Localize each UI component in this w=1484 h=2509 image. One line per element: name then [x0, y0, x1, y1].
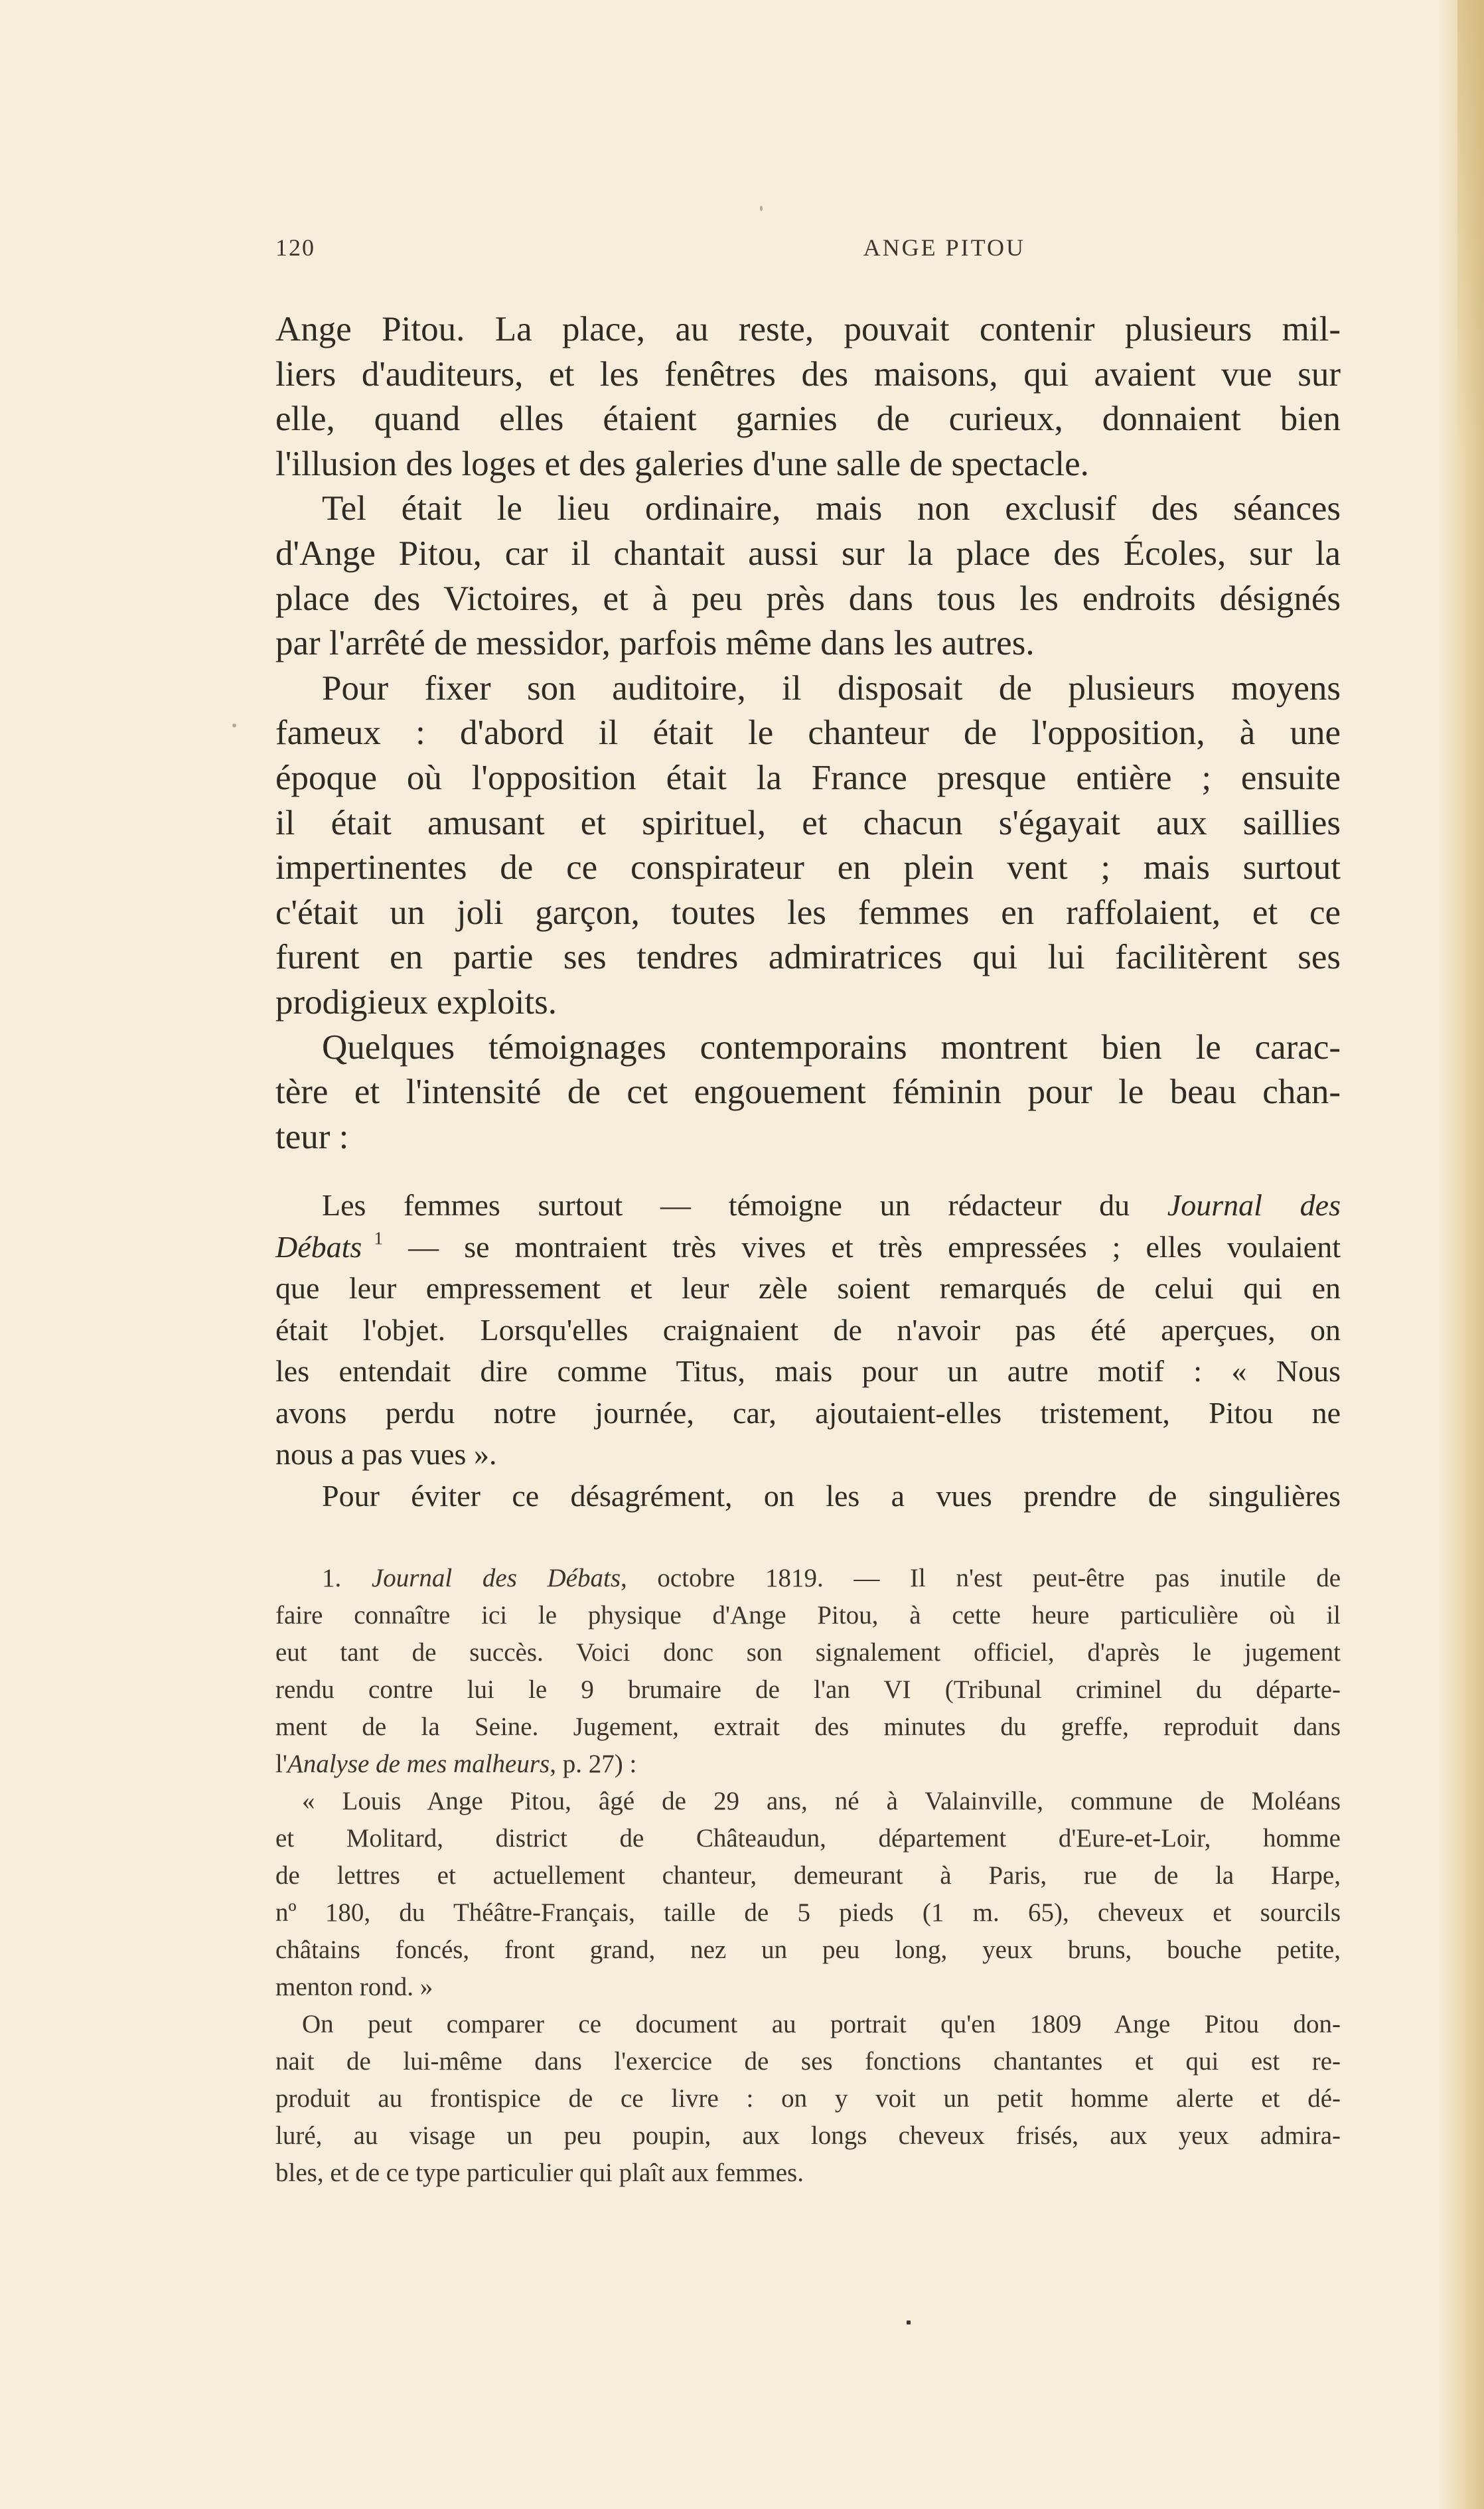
- footnote-reference[interactable]: 1: [374, 1227, 384, 1249]
- text-line: Pour fixer son auditoire, il disposait de plusieurs moyens: [322, 668, 1341, 708]
- source-title: Journal des Débats: [371, 1564, 621, 1592]
- text-line: menton rond. »: [275, 1973, 433, 2001]
- text-line: que leur empressement et leur zèle soient remarqués de celui qui en: [275, 1271, 1341, 1305]
- footnotes: [275, 1560, 1341, 2192]
- paper-speck: [232, 723, 236, 727]
- text-line: était l'objet. Lorsqu'elles craignaient de n'avoir pas été aperçues, on: [275, 1312, 1341, 1347]
- paragraph: [275, 307, 1341, 487]
- footnote-quote: [275, 1783, 1341, 2006]
- text-run: , octobre 1819. — Il n'est peut-être pas inutile de: [621, 1564, 1341, 1592]
- text-line: fameux : d'abord il était le chanteur de l'opposition, à une: [275, 714, 1341, 753]
- text-line: par l'arrêté de messidor, parfois même dans les autres.: [275, 624, 1035, 663]
- page-edge-stain: [1457, 0, 1484, 465]
- text-run: , p. 27) :: [550, 1750, 637, 1778]
- text-line: teur :: [275, 1117, 349, 1156]
- text-line: produit au frontispice de ce livre : on y voit un petit homme alerte et dé-: [275, 2084, 1341, 2113]
- paper-speck: [760, 206, 763, 211]
- text-line: nait de lui-même dans l'exercice de ses fonctions chantantes et qui est re-: [275, 2047, 1341, 2076]
- journal-title: Débats: [275, 1229, 362, 1264]
- text-line: luré, au visage un peu poupin, aux longs cheveux frisés, aux yeux admira-: [275, 2121, 1341, 2150]
- text-line: place des Victoires, et à peu près dans tous les endroits désignés: [275, 579, 1341, 618]
- running-head: [275, 234, 1341, 267]
- text-line: Quelques témoignages contemporains montrent bien le carac-: [322, 1027, 1341, 1067]
- text-line: et Molitard, district de Châteaudun, département d'Eure-et-Loir, homme: [275, 1824, 1341, 1853]
- quote-paragraph: [275, 1185, 1341, 1476]
- text-line: avons perdu notre journée, car, ajoutaient-elles tristement, Pitou ne: [275, 1395, 1341, 1430]
- text-line: elle, quand elles étaient garnies de curieux, donnaient bien: [275, 400, 1341, 439]
- text-line: ment de la Seine. Jugement, extrait des minutes du greffe, reproduit dans: [275, 1712, 1341, 1741]
- quote-paragraph: [275, 1476, 1341, 1517]
- text-run: l': [275, 1750, 287, 1778]
- text-line: l'illusion des loges et des galeries d'une salle de spectacle.: [275, 444, 1089, 483]
- text-line: Ange Pitou. La place, au reste, pouvait contenir plusieurs mil-: [275, 310, 1341, 348]
- text-line: [275, 1560, 1341, 1597]
- printer-mark: [907, 2320, 911, 2324]
- footnote: [275, 1560, 1341, 1783]
- text-line: nous a pas vues ».: [275, 1437, 497, 1471]
- text-line: il était amusant et spirituel, et chacun s'égayait aux saillies: [275, 803, 1341, 842]
- text-line: rendu contre lui le 9 brumaire de l'an VI (Tribunal criminel du départe-: [275, 1675, 1341, 1704]
- body-text: [275, 307, 1341, 1160]
- source-title: Analyse de mes malheurs: [287, 1750, 550, 1778]
- text-line: faire connaître ici le physique d'Ange Pitou, à cette heure particulière où il: [275, 1601, 1341, 1630]
- text-line: liers d'auditeurs, et les fenêtres des maisons, qui avaient vue sur: [275, 354, 1341, 394]
- text-line: eut tant de succès. Voici donc son signalement officiel, d'après le jugement: [275, 1638, 1341, 1667]
- text-line: de lettres et actuellement chanteur, demeurant à Paris, rue de la Harpe,: [275, 1861, 1341, 1890]
- text-line: époque où l'opposition était la France presque entière ; ensuite: [275, 758, 1341, 797]
- block-quote: [275, 1185, 1341, 1517]
- text-line: « Louis Ange Pitou, âgé de 29 ans, né à Valainville, commune de Moléans: [302, 1787, 1341, 1815]
- text-line: Pour éviter ce désagrément, on les a vues prendre de singulières: [322, 1478, 1341, 1513]
- text-run: — se montraient très vives et très empressées ; elles voulaient: [383, 1229, 1341, 1264]
- text-line: les entendait dire comme Titus, mais pour un autre motif : « Nous: [275, 1354, 1341, 1388]
- text-line: On peut comparer ce document au portrait qu'en 1809 Ange Pitou don-: [302, 2010, 1341, 2038]
- text-line: c'était un joli garçon, toutes les femmes en raffolaient, et ce: [275, 893, 1341, 932]
- text-line: tère et l'intensité de cet engouement féminin pour le beau chan-: [275, 1073, 1341, 1112]
- footnote-paragraph: [275, 2006, 1341, 2192]
- running-title: ANGE PITOU: [863, 234, 1025, 261]
- text-run: Les femmes surtout — témoigne un rédacteur du: [322, 1188, 1167, 1222]
- text-line: d'Ange Pitou, car il chantait aussi sur la place des Écoles, sur la: [275, 534, 1341, 573]
- text-line: impertinentes de ce conspirateur en plein vent ; mais surtout: [275, 848, 1341, 887]
- paragraph: [275, 666, 1341, 1026]
- text-line: bles, et de ce type particulier qui plaît aux femmes.: [275, 2159, 804, 2187]
- text-line: nº 180, du Théâtre-Français, taille de 5 pieds (1 m. 65), cheveux et sourcils: [275, 1898, 1341, 1927]
- page-number: 120: [275, 234, 315, 261]
- text-line: [275, 1185, 1341, 1227]
- footnote-number: 1.: [322, 1564, 342, 1592]
- text-line: Tel était le lieu ordinaire, mais non exclusif des séances: [322, 489, 1341, 528]
- paragraph: [275, 1026, 1341, 1160]
- paragraph: [275, 487, 1341, 666]
- text-line: [275, 1227, 1341, 1268]
- text-line: prodigieux exploits.: [275, 982, 557, 1022]
- text-line: [275, 1746, 1341, 1783]
- journal-title: Journal des: [1167, 1188, 1341, 1222]
- text-line: furent en partie ses tendres admiratrices qui lui facilitèrent ses: [275, 938, 1341, 977]
- text-line: châtains foncés, front grand, nez un peu long, yeux bruns, bouche petite,: [275, 1936, 1341, 1964]
